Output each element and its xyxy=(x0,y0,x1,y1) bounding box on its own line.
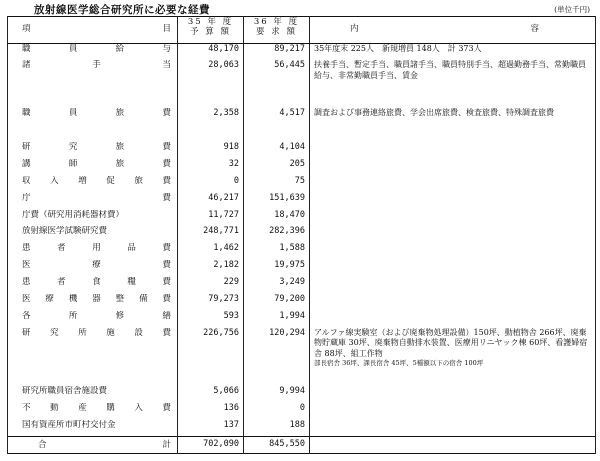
row-item-name: 研究旅費 xyxy=(8,142,178,159)
row-fy36-value: 4,517 xyxy=(244,108,310,142)
row-fy35-value: 137 xyxy=(178,420,244,437)
row-fy36-value: 4,104 xyxy=(244,142,310,159)
row-item-name: 国有資産所市町村交付金 xyxy=(8,420,178,437)
row-fy35-value: 46,217 xyxy=(178,193,244,210)
total-fy36: 845,550 xyxy=(244,437,310,454)
row-content xyxy=(310,243,596,260)
row-fy35-value: 226,756 xyxy=(178,328,244,386)
row-fy35-value: 11,727 xyxy=(178,210,244,227)
row-fy35-value: 2,358 xyxy=(178,108,244,142)
row-content xyxy=(310,108,596,142)
table-row xyxy=(8,226,596,243)
header-fy35-line2: 予 算 額 xyxy=(190,27,231,37)
row-content-text: アルファ線実験室（および廃棄物処理設備）150坪、動植物舎 266坪、廃棄物貯蔵庫 30坪、廃棄物自動排水装置、医療用リニヤック棟 60坪、看護婦宿舎 88坪、組工作物 xyxy=(314,327,588,358)
row-content xyxy=(310,311,596,328)
table-row xyxy=(8,311,596,328)
row-fy35-value: 918 xyxy=(178,142,244,159)
row-content xyxy=(310,277,596,294)
row-fy36-value: 120,294 xyxy=(244,328,310,386)
header-content xyxy=(310,17,596,44)
row-content xyxy=(310,159,596,176)
row-content xyxy=(310,386,596,403)
row-fy35-value: 32 xyxy=(178,159,244,176)
row-content xyxy=(310,328,596,386)
header-item-right: 目 xyxy=(162,24,171,34)
header-content-left: 内 xyxy=(350,24,359,34)
unit-label: (単位千円) xyxy=(554,5,590,14)
row-fy36-value: 19,975 xyxy=(244,260,310,277)
row-content xyxy=(310,420,596,437)
row-content xyxy=(310,176,596,193)
row-fy35-value: 1,462 xyxy=(178,243,244,260)
table-row xyxy=(8,44,596,61)
table-row xyxy=(8,386,596,403)
header-item xyxy=(8,17,178,44)
row-fy36-value: 1,994 xyxy=(244,311,310,328)
header-fy36 xyxy=(244,17,310,44)
total-label xyxy=(8,437,178,454)
table-row xyxy=(8,193,596,210)
row-fy35-value: 5,066 xyxy=(178,386,244,403)
row-fy36-value: 0 xyxy=(244,403,310,420)
row-fy36-value: 151,639 xyxy=(244,193,310,210)
row-item-name: 各所修繕 xyxy=(8,311,178,328)
row-content xyxy=(310,142,596,159)
header-item-left: 項 xyxy=(22,24,31,34)
page-title: 放射線医学総合研究所に必要な経費 xyxy=(34,4,210,16)
row-fy36-value: 1,588 xyxy=(244,243,310,260)
table-row xyxy=(8,403,596,420)
row-content-note: 部長宿舎 36坪、課長宿舎 45坪、5種額以下の宿舎 100坪 xyxy=(314,359,484,368)
row-fy36-value: 79,200 xyxy=(244,294,310,311)
total-fy35: 702,090 xyxy=(178,437,244,454)
row-content-text: 調査および事務連絡旅費、学会出席旅費、検査旅費、特殊調査旅費 xyxy=(314,108,554,118)
row-content-text: 35年度末 225人 新規増員 148人 計 373人 xyxy=(314,44,482,53)
row-fy35-value: 28,063 xyxy=(178,60,244,108)
row-item-name: 庁費 xyxy=(8,193,178,210)
row-fy36-value: 282,396 xyxy=(244,226,310,243)
row-item-name: 収入増促旅費 xyxy=(8,176,178,193)
table-row xyxy=(8,60,596,108)
row-fy36-value: 3,249 xyxy=(244,277,310,294)
row-fy35-value: 593 xyxy=(178,311,244,328)
row-content xyxy=(310,44,596,61)
row-content xyxy=(310,226,596,243)
total-row xyxy=(8,437,596,454)
row-item-name: 諸手当 xyxy=(8,60,178,108)
row-content xyxy=(310,294,596,311)
table-row xyxy=(8,108,596,142)
row-fy36-value: 75 xyxy=(244,176,310,193)
table-row xyxy=(8,176,596,193)
row-fy35-value: 248,771 xyxy=(178,226,244,243)
table-row xyxy=(8,210,596,227)
row-fy36-value: 56,445 xyxy=(244,60,310,108)
header-fy36-line2: 要 求 額 xyxy=(256,27,297,37)
table-row xyxy=(8,260,596,277)
row-content xyxy=(310,260,596,277)
row-item-name: 医療費 xyxy=(8,260,178,277)
table-row xyxy=(8,420,596,437)
row-content xyxy=(310,210,596,227)
row-item-name: 医療機器整備費 xyxy=(8,294,178,311)
header-fy35-line1: 35 年 度 xyxy=(187,17,234,27)
header-fy36-line1: 36 年 度 xyxy=(253,17,300,27)
row-fy35-value: 48,170 xyxy=(178,44,244,61)
row-item-name: 職員旅費 xyxy=(8,108,178,142)
row-item-name: 放射線医学試験研究費 xyxy=(8,226,178,243)
row-item-name: 研究所職員宿舎施設費 xyxy=(8,386,178,403)
row-fy36-value: 89,217 xyxy=(244,44,310,61)
header-row xyxy=(8,17,596,44)
table-row xyxy=(8,159,596,176)
row-content xyxy=(310,60,596,108)
table-row xyxy=(8,243,596,260)
row-item-name: 職員給与 xyxy=(8,44,178,61)
row-content-text: 扶養手当、暫定手当、職員諸手当、職員特別手当、超過勤務手当、常勤職員給与、非常勤職員手当、賃金 xyxy=(314,60,586,80)
row-item-name: 庁費（研究用消耗器材費） xyxy=(8,210,178,227)
row-fy36-value: 205 xyxy=(244,159,310,176)
row-content xyxy=(310,403,596,420)
row-fy35-value: 79,273 xyxy=(178,294,244,311)
table-row xyxy=(8,328,596,386)
row-fy36-value: 18,470 xyxy=(244,210,310,227)
row-item-name: 不動産購入費 xyxy=(8,403,178,420)
table-row xyxy=(8,294,596,311)
total-content xyxy=(310,437,596,454)
row-fy36-value: 9,994 xyxy=(244,386,310,403)
header-content-right: 容 xyxy=(530,24,539,34)
total-label-left: 合 xyxy=(38,440,47,450)
table-row xyxy=(8,277,596,294)
row-fy36-value: 188 xyxy=(244,420,310,437)
row-fy35-value: 0 xyxy=(178,176,244,193)
row-content xyxy=(310,193,596,210)
header-fy35 xyxy=(178,17,244,44)
total-label-right: 計 xyxy=(162,440,171,450)
row-fy35-value: 229 xyxy=(178,277,244,294)
row-fy35-value: 2,182 xyxy=(178,260,244,277)
table-row xyxy=(8,142,596,159)
budget-table xyxy=(7,16,596,454)
row-item-name: 患者用品費 xyxy=(8,243,178,260)
row-fy35-value: 136 xyxy=(178,403,244,420)
row-item-name: 講師旅費 xyxy=(8,159,178,176)
row-item-name: 研究所施設費 xyxy=(8,328,178,386)
row-item-name: 患者食糧費 xyxy=(8,277,178,294)
